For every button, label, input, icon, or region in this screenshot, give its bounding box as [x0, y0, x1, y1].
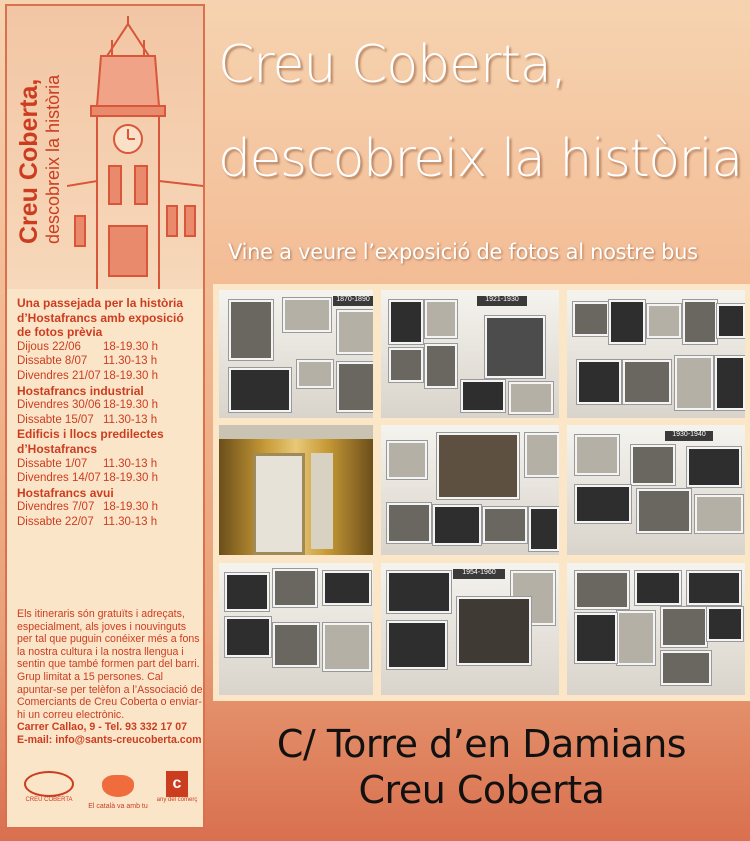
date-time: 18-19.30 h [103, 472, 158, 485]
date-time: 11.30-13 h [103, 413, 158, 426]
date-day: Divendres 30/06 [17, 399, 101, 412]
date-time: 18-19.30 h [103, 501, 158, 514]
exhibit-photo [381, 425, 559, 555]
date-row [17, 354, 201, 369]
address-line1: C/ Torre d’en Damians [276, 722, 687, 766]
vertical-title [13, 34, 65, 264]
date-time: 11.30-13 h [103, 515, 158, 528]
note-text: Els itineraris són gratuïts i adreçats, especialment, als joves i nouvinguts per tal que puguin conéixer més a fons la nostra cultura i la nostra llengua i sentin que també formen part del barri. Grup limitat a 15 persones. Cal apuntar-se per telèfon a l’Associació de Comerciants de Creu Coberta o enviar-hi un correu electrònic. [17, 608, 203, 721]
section-title: Hostafrancs avui [17, 485, 114, 500]
era-label: 1870-1890 [333, 296, 373, 306]
info-note [17, 608, 203, 747]
clock-tower-illustration [67, 16, 203, 289]
itinerary-section [17, 486, 201, 530]
date-row [17, 515, 201, 530]
speech-bubble-icon [102, 775, 134, 797]
bus-interior-photo [219, 425, 373, 555]
itinerary-list [17, 296, 201, 530]
date-day: Dijous 22/06 [17, 340, 81, 353]
section-title: Hostafrancs industrial [17, 383, 144, 398]
date-row [17, 398, 201, 413]
date-day: Dissabte 22/07 [17, 515, 94, 528]
date-time: 18-19.30 h [103, 399, 158, 412]
vertical-title-line2: descobreix la història [43, 74, 63, 244]
date-row [17, 457, 201, 472]
date-row [17, 413, 201, 428]
photo-grid [213, 284, 750, 701]
address-line2: Creu Coberta [358, 768, 605, 812]
exhibit-photo [219, 563, 373, 695]
date-time: 11.30-13 h [103, 355, 158, 368]
era-label: 1921-1930 [477, 296, 527, 306]
creu-coberta-logo [19, 771, 79, 803]
exhibit-photo [567, 425, 745, 555]
section-title: Una passejada per la història d’Hostafrancs amb exposició de fotos prèvia [17, 296, 184, 340]
date-row [17, 369, 201, 384]
itinerary-section [17, 427, 201, 485]
date-row [17, 471, 201, 486]
location-address [213, 722, 750, 814]
contact-email[interactable]: E-mail: info@sants-creucoberta.com [17, 733, 202, 746]
exhibit-photo [567, 563, 745, 695]
panel-header-image [7, 6, 203, 289]
exhibit-photo [381, 290, 559, 418]
catala-logo [83, 775, 153, 810]
itinerary-section [17, 296, 201, 384]
era-label: 1930-1940 [665, 431, 713, 441]
date-day: Divendres 14/07 [17, 472, 101, 485]
headline-subtitle: Vine a veure l’exposició de fotos al nostre bus [228, 240, 698, 264]
date-time: 18-19.30 h [103, 340, 158, 353]
headline-line2: descobreix la història [218, 129, 742, 189]
section-title: Edificis i llocs predilectes d’Hostafrancs [17, 427, 164, 456]
itinerary-section [17, 384, 201, 428]
vertical-title-line1: Creu Coberta, [15, 78, 43, 244]
date-row [17, 340, 201, 355]
c-letter-icon: c [166, 771, 188, 797]
any-comerc-logo [155, 771, 199, 803]
date-day: Divendres 7/07 [17, 501, 95, 514]
headline-line1: Creu Coberta, [218, 35, 567, 95]
contact-address: Carrer Callao, 9 - Tel. 93 332 17 07 [17, 721, 187, 734]
exhibit-photo [567, 290, 745, 418]
logo-mid-text: El català va amb tu [88, 803, 148, 810]
sponsor-logos [15, 771, 200, 826]
logo-left-text: CREU COBERTA [25, 797, 73, 803]
date-time: 18-19.30 h [103, 369, 158, 382]
logo-ring-icon [24, 771, 74, 797]
exhibit-photo [381, 563, 559, 695]
date-row [17, 500, 201, 515]
headline [218, 34, 742, 190]
date-time: 11.30-13 h [103, 457, 158, 470]
date-day: Divendres 21/07 [17, 369, 101, 382]
vertical-title-svg [13, 34, 65, 264]
date-day: Dissabte 1/07 [17, 457, 88, 470]
era-label: 1954-1960 [453, 569, 505, 579]
logo-right-text: any del comerç [156, 797, 198, 803]
itinerary-panel [5, 4, 205, 829]
date-day: Dissabte 8/07 [17, 355, 88, 368]
date-day: Dissabte 15/07 [17, 413, 94, 426]
exhibit-photo [219, 290, 373, 418]
